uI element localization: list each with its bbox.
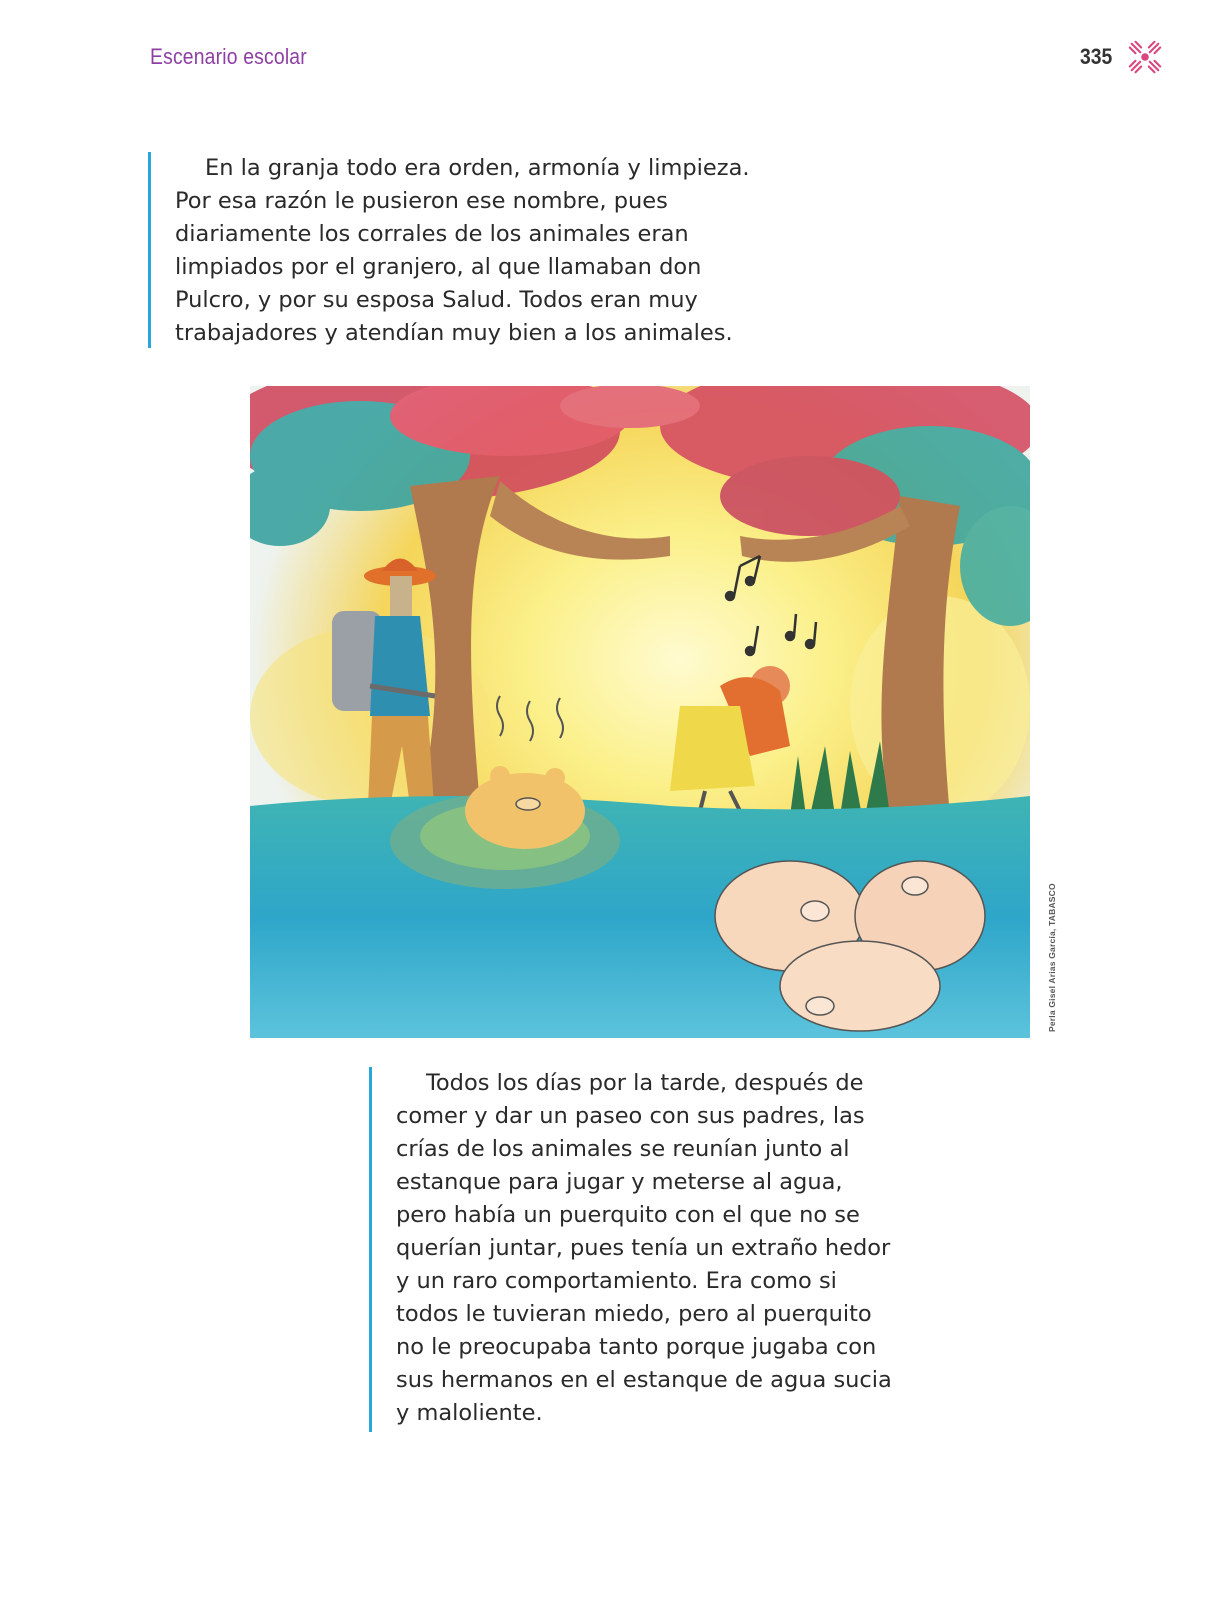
paragraph-text	[175, 152, 815, 350]
paragraph-line: y maloliente.	[396, 1400, 543, 1426]
paragraph-line: pero había un puerquito con el que no se	[396, 1202, 860, 1228]
paragraph-line: diariamente los corrales de los animales eran	[175, 221, 689, 247]
accent-bar	[148, 152, 151, 348]
farm-illustration	[250, 386, 1030, 1038]
paragraph-line: y un raro comportamiento. Era como si	[396, 1268, 837, 1294]
paragraph-line: no le preocupaba tanto porque jugaba con	[396, 1334, 877, 1360]
paragraph-story	[369, 1067, 949, 1432]
paragraph-intro	[148, 152, 828, 348]
paragraph-line: Pulcro, y por su esposa Salud. Todos eran muy	[175, 287, 698, 313]
accent-bar	[369, 1067, 372, 1432]
paragraph-line: crías de los animales se reunían junto al	[396, 1136, 850, 1162]
x-flower-logo-icon	[1126, 38, 1164, 76]
paragraph-line: trabajadores y atendían muy bien a los animales.	[175, 320, 733, 346]
paragraph-line: Todos los días por la tarde, después de	[426, 1070, 864, 1096]
section-title: Escenario escolar	[150, 44, 307, 69]
paragraph-line: estanque para jugar y meterse al agua,	[396, 1169, 843, 1195]
illustration-credit: Perla Gisel Arias García, TABASCO	[1047, 883, 1057, 1032]
paragraph-line: querían juntar, pues tenía un extraño hedor	[396, 1235, 891, 1261]
paragraph-text	[396, 1067, 956, 1430]
page-number: 335	[1080, 44, 1113, 69]
paragraph-line: limpiados por el granjero, al que llamaban don	[175, 254, 702, 280]
paragraph-line: comer y dar un paseo con sus padres, las	[396, 1103, 865, 1129]
paragraph-line: Por esa razón le pusieron ese nombre, pues	[175, 188, 668, 214]
paragraph-line: todos le tuvieran miedo, pero al puerquito	[396, 1301, 872, 1327]
paragraph-line: sus hermanos en el estanque de agua sucia	[396, 1367, 892, 1393]
paragraph-line: En la granja todo era orden, armonía y limpieza.	[205, 155, 750, 181]
